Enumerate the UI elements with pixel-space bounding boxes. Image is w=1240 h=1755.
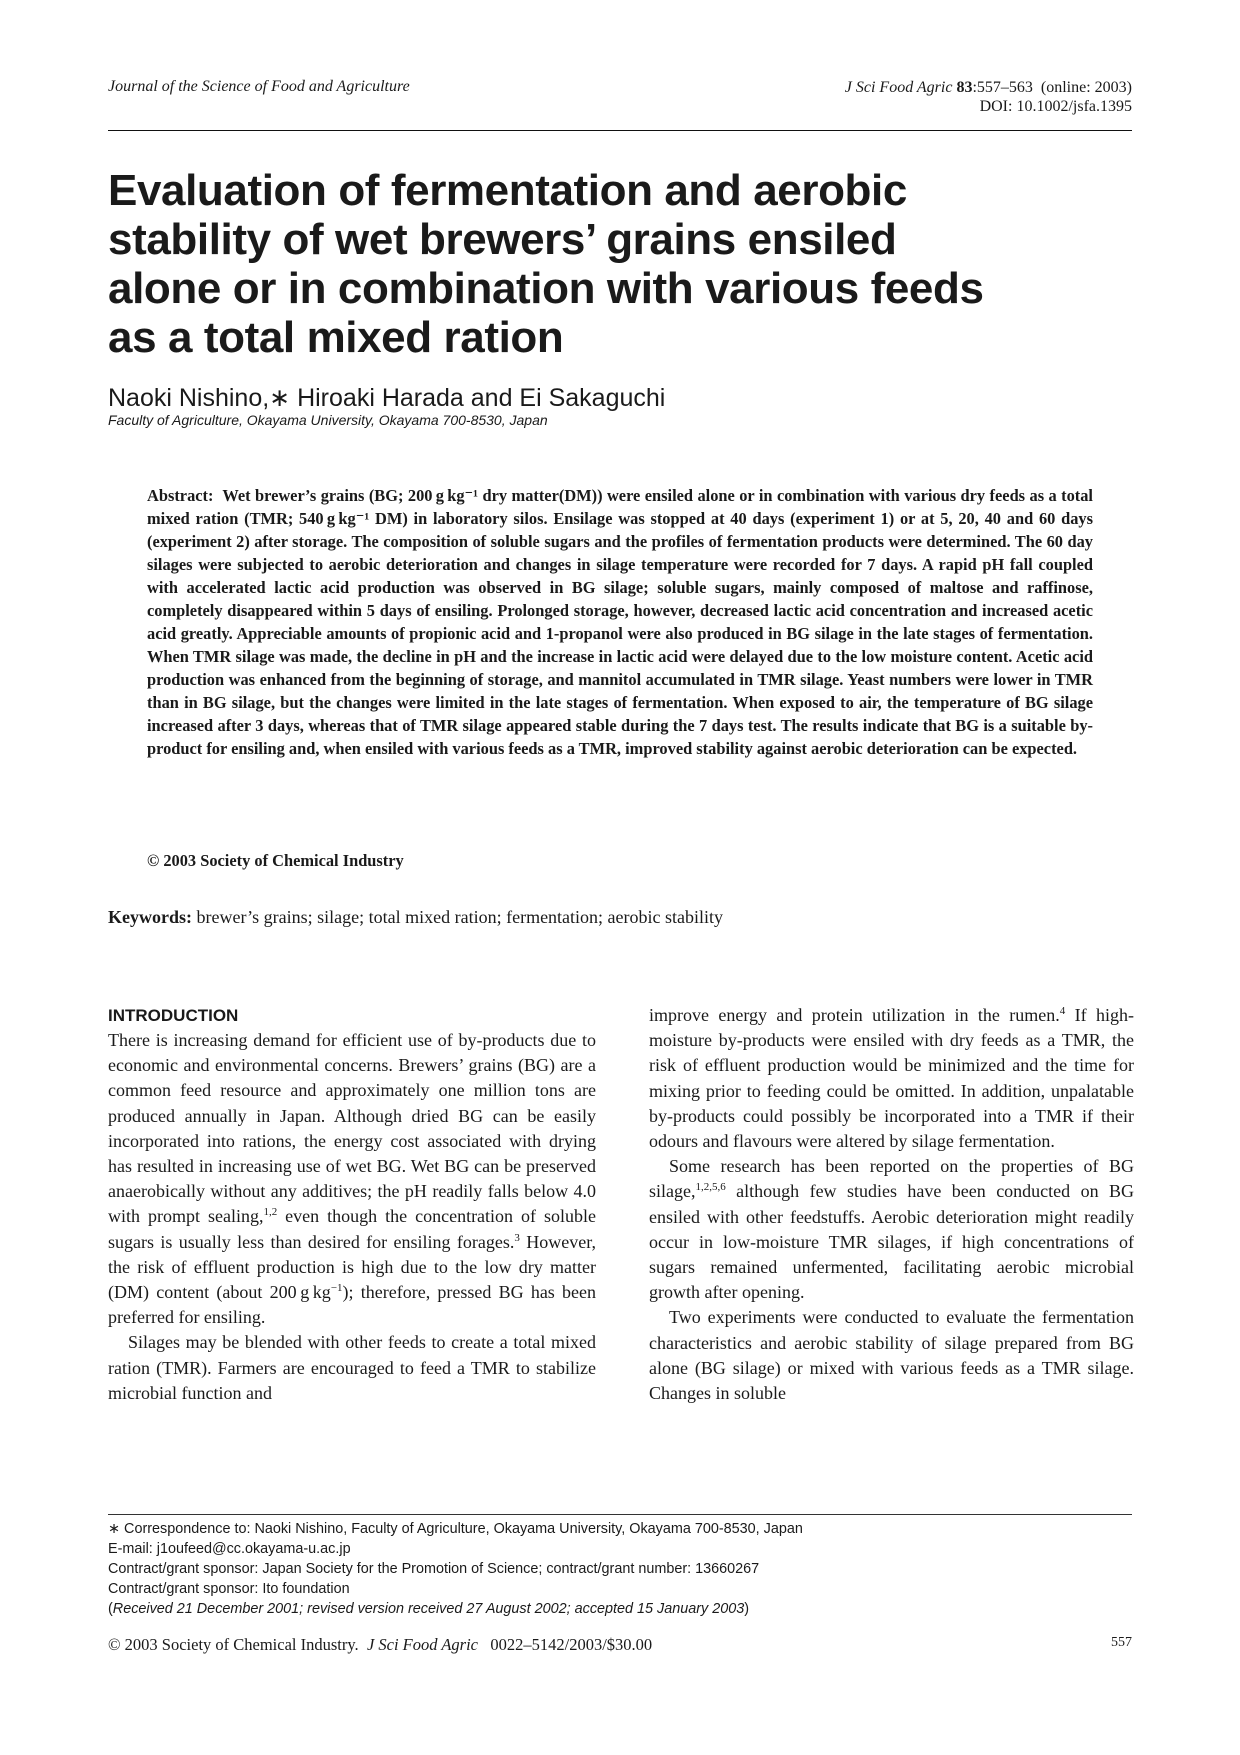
text-run: although few studies have been conducted on BG ensiled with other feedstuffs. Aerobic deterioration might readily occur in low-moisture TMR silages, if high concentrations of sugars remained unfermented, facilitating aerobic microbial growth after opening. [649,1181,1134,1303]
sponsor-note: Contract/grant sponsor: Japan Society for the Promotion of Science; contract/grant number: 13660267 [108,1561,760,1577]
citation-volume: 83 [956,79,973,96]
doi: DOI: 10.1002/jsfa.1395 [979,98,1132,115]
section-heading-introduction: INTRODUCTION [108,1006,239,1025]
citation-line [845,78,1132,97]
footer-issn: 0022–5142/2003/$30.00 [490,1635,653,1654]
running-journal-name: Journal of the Science of Food and Agriculture [108,78,410,95]
column-right [649,1003,1134,1406]
citation-ref: 4 [1059,1005,1066,1017]
footnotes [108,1519,1132,1619]
article-title: Evaluation of fermentation and aerobic stability of wet brewers’ grains ensiled alone or in combination with various feeds as a total mixed ration [108,166,984,362]
text-run: improve energy and protein utilization in the rumen. [649,1005,1060,1025]
citation-journal: J Sci Food Agric [844,79,953,96]
correspondence-note: ∗ Correspondence to: Naoki Nishino, Faculty of Agriculture, Okayama University, Okayama 700-8530, Japan [108,1521,803,1537]
citation-online: (online: 2003) [1040,79,1132,96]
footer-society: © 2003 Society of Chemical Industry. [108,1635,359,1654]
abstract-label: Abstract: [147,486,214,505]
abstract-text: Wet brewer’s grains (BG; 200 g kg⁻¹ dry matter(DM)) were ensiled alone or in combination with various dry feeds as a total mixed ration (TMR; 540 g kg⁻¹ DM) in laboratory silos. Ensilage was stopped at 40 days (experiment 1) or at 5, 20, 40 and 60 days (experiment 2) after storage. The composition of soluble sugars and the profiles of fermentation products were determined. The 60 day silages were subjected to aerobic deterioration and changes in silage temperature were recorded for 7 days. A rapid pH fall coupled with accelerated lactic acid production was observed in BG silage; soluble sugars, mainly composed of maltose and raffinose, completely disappeared within 5 days of ensiling. Prolonged storage, however, decreased lactic acid concentration and increased acetic acid greatly. Appreciable amounts of propionic acid and 1-propanol were also produced in BG silage in the late stages of fermentation. When TMR silage was made, the decline in pH and the increase in lactic acid were delayed due to the low moisture content. Acetic acid production was enhanced from the beginning of storage, and mannitol accumulated in TMR silage. Yeast numbers were lower in TMR than in BG silage, but the changes were limited in the late stages of fermentation. When exposed to air, the temperature of BG silage increased after 3 days, whereas that of TMR silage appeared stable during the 7 days test. The results indicate that BG is a suitable by-product for ensiling and, when ensiled with various feeds as a TMR, improved stability against aerobic deterioration can be expected. [147,486,1093,758]
footnote-rule [108,1514,1132,1515]
received-note [108,1599,1132,1619]
text-run: However, the risk of effluent production is high due to the low dry matter (DM) content (about 200 g kg [108,1231,597,1303]
paragraph: Silages may be blended with other feeds to create a total mixed ration (TMR). Farmers are encouraged to feed a TMR to stabilize microbial function and [108,1332,596,1403]
paragraph [649,1154,1134,1305]
keywords-text: brewer’s grains; silage; total mixed ration; fermentation; aerobic stability [196,907,724,927]
page-number: 557 [1111,1635,1132,1650]
text-run: ); therefore, pressed BG has been preferred for ensiling. [108,1282,597,1328]
text-run: There is increasing demand for efficient use of by-products due to economic and environmental concerns. Brewers’ grains (BG) are a common feed resource and approximately one million tons are produced annually in Japan. Although dried BG can be easily incorporated into rations, the energy cost associated with drying has resulted in increasing use of wet BG. Wet BG can be preserved anaerobically without any additives; the pH readily falls below 4.0 with prompt sealing, [108,1030,596,1227]
paragraph: Two experiments were conducted to evaluate the fermentation characteristics and aerobic stability of silage prepared from BG alone (BG silage) or mixed with various feeds as a TMR silage. Changes in soluble [649,1307,1134,1404]
affiliation: Faculty of Agriculture, Okayama University, Okayama 700-8530, Japan [108,412,548,428]
sponsor-note: Contract/grant sponsor: Ito foundation [108,1581,350,1597]
footer-copyright [108,1635,652,1655]
citation-ref: 3 [514,1231,520,1244]
citation-ref: 1,2,5,6 [695,1181,726,1194]
citation-block [845,78,1132,116]
paren: ) [744,1601,750,1617]
text-run: Some research has been reported on the properties of BG silage, [649,1156,1134,1202]
paragraph [649,1003,1134,1154]
footer-journal: J Sci Food Agric [366,1635,478,1654]
keywords [108,907,723,928]
received-dates: Received 21 December 2001; revised version received 27 August 2002; accepted 15 January 2003 [112,1601,745,1617]
citation-pages: :557–563 [972,79,1033,96]
email-note: E-mail: j1oufeed@cc.okayama-u.ac.jp [108,1541,351,1557]
abstract [147,484,1093,760]
text-run: even though the concentration of soluble sugars is usually less than desired for ensiling forages. [108,1206,596,1252]
keywords-label: Keywords: [108,907,192,927]
exponent: −1 [330,1282,343,1295]
paren: ( [108,1601,113,1617]
header-rule [108,130,1132,131]
abstract-copyright: © 2003 Society of Chemical Industry [147,851,404,870]
paragraph [108,1028,596,1330]
authors: Naoki Nishino,∗ Hiroaki Harada and Ei Sakaguchi [108,384,666,412]
column-left [108,1028,596,1406]
citation-ref: 1,2 [263,1206,278,1219]
text-run: If high-moisture by-products were ensiled with dry feeds as a TMR, the risk of effluent production would be minimized and the time for mixing prior to feeding could be omitted. In addition, unpalatable by-products could possibly be incorporated into a TMR if their odours and flavours were altered by silage fermentation. [649,1005,1134,1152]
